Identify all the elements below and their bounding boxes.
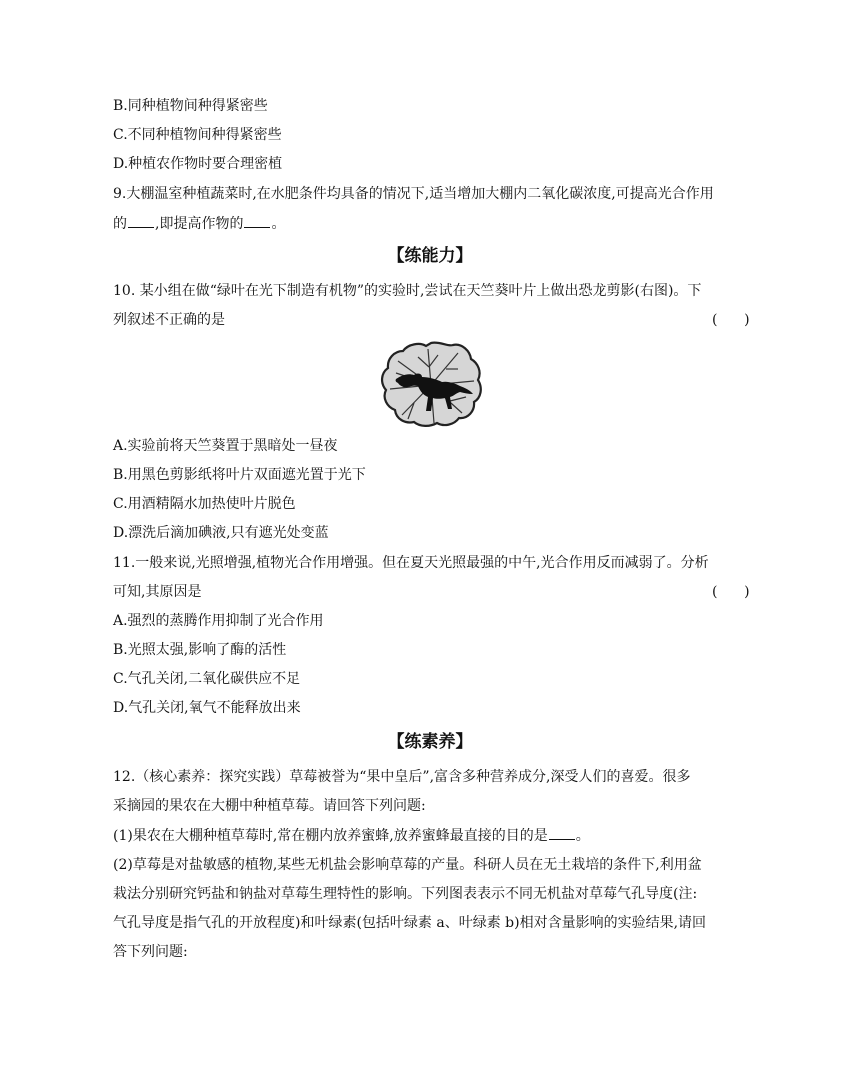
q12-line6: 气孔导度是指气孔的开放程度)和叶绿素(包括叶绿素 a、叶绿素 b)相对含量影响的实验结果,请回	[113, 915, 707, 931]
q11-line2: 可知,其原因是	[113, 584, 202, 600]
q9-line1: 9.大棚温室种植蔬菜时,在水肥条件均具备的情况下,适当增加大棚内二氧化碳浓度,可提高光合作用	[113, 186, 714, 202]
q10-option-a: A.实验前将天竺葵置于黑暗处一昼夜	[113, 438, 338, 454]
q8-option-b: B.同种植物间种得紧密些	[113, 98, 268, 114]
q9-blank-2	[244, 213, 270, 228]
q10-line2: 列叙述不正确的是	[113, 312, 225, 328]
q12-line1: 12.（核心素养：探究实践）草莓被誉为“果中皇后”,富含多种营养成分,深受人们的喜爱。很多	[113, 769, 691, 785]
q9-line2	[113, 213, 285, 234]
q12-line7: 答下列问题:	[113, 944, 188, 960]
q12-line5: 栽法分别研究钙盐和钠盐对草莓生理特性的影响。下列图表表示不同无机盐对草莓气孔导度(注:	[113, 886, 698, 902]
q10-line1: 10. 某小组在做“绿叶在光下制造有机物”的实验时,尝试在天竺葵叶片上做出恐龙剪影(右图)。下	[113, 283, 702, 299]
q11-option-a: A.强烈的蒸腾作用抑制了光合作用	[113, 613, 324, 629]
q11-option-b: B.光照太强,影响了酶的活性	[113, 642, 287, 658]
q12-sub1-end: 。	[575, 828, 590, 844]
q10-option-c: C.用酒精隔水加热使叶片脱色	[113, 496, 296, 512]
q11-line1: 11.一般来说,光照增强,植物光合作用增强。但在夏天光照最强的中午,光合作用反而减弱了。分析	[113, 555, 709, 571]
q10-option-b: B.用黑色剪影纸将叶片双面遮光置于光下	[113, 467, 366, 483]
q11-option-d: D.气孔关闭,氧气不能释放出来	[113, 700, 301, 716]
leaf-dinosaur-figure	[378, 339, 484, 429]
q9-text-b: ,即提高作物的	[155, 216, 244, 232]
q12-line3	[113, 825, 590, 846]
section-heading-literacy: 【练素养】	[387, 732, 473, 752]
q10-option-d: D.漂洗后滴加碘液,只有遮光处变蓝	[113, 525, 329, 541]
q10-answer-paren: ( )	[712, 312, 750, 328]
q12-line4: (2)草莓是对盐敏感的植物,某些无机盐会影响草莓的产量。科研人员在无土栽培的条件下,利用盆	[113, 857, 702, 873]
section-heading-ability: 【练能力】	[387, 246, 473, 266]
q9-text-a: 的	[113, 216, 127, 232]
q11-option-c: C.气孔关闭,二氧化碳供应不足	[113, 671, 301, 687]
q8-option-d: D.种植农作物时要合理密植	[113, 156, 283, 172]
q9-text-c: 。	[271, 216, 286, 232]
q11-answer-paren: ( )	[712, 584, 750, 600]
q12-blank-1	[549, 825, 575, 840]
q8-option-c: C.不同种植物间种得紧密些	[113, 127, 282, 143]
q12-line2: 采摘园的果农在大棚中种植草莓。请回答下列问题:	[113, 798, 426, 814]
q9-blank-1	[128, 213, 154, 228]
q12-sub1-text: (1)果农在大棚种植草莓时,常在棚内放养蜜蜂,放养蜜蜂最直接的目的是	[113, 828, 548, 844]
